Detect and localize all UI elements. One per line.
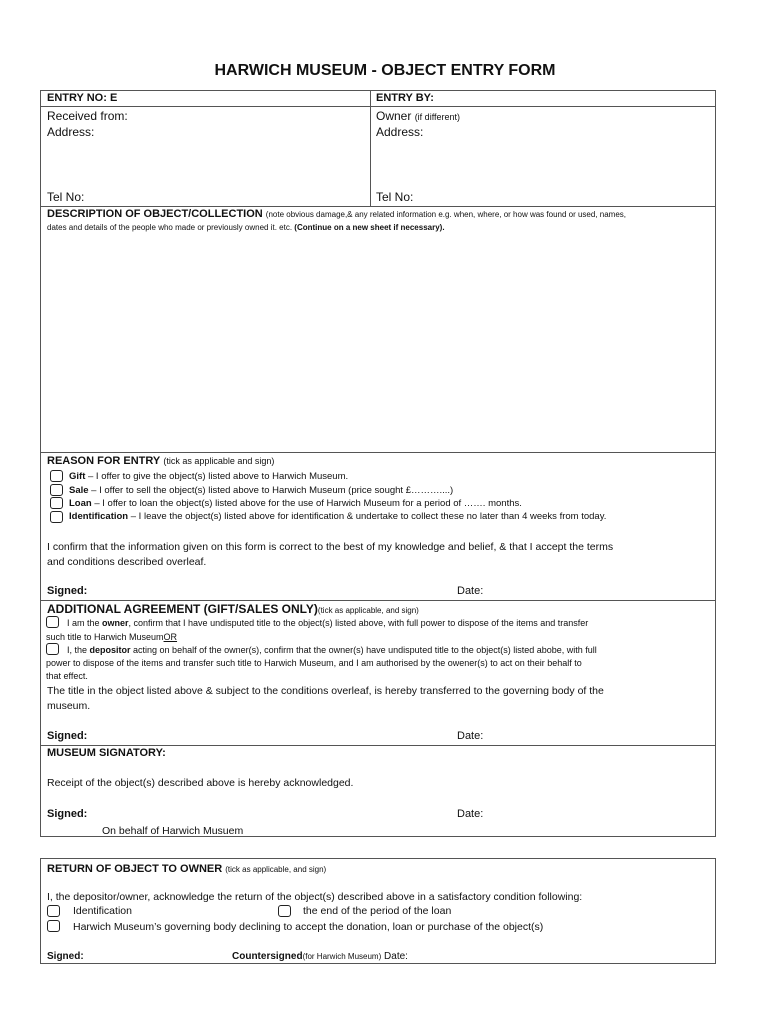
tel-left-field[interactable]: Tel No:	[47, 190, 85, 204]
receipt-text: Receipt of the object(s) described above is hereby acknowledged.	[47, 777, 354, 789]
additional-signed-field[interactable]: Signed:	[47, 730, 88, 742]
owner-option-bold: owner	[102, 618, 129, 628]
entry-by-label: ENTRY BY:	[376, 92, 434, 104]
countersigned-field[interactable]	[232, 951, 408, 962]
reason-heading	[47, 455, 274, 467]
identification-checkbox[interactable]	[50, 511, 63, 523]
return-intro: I, the depositor/owner, acknowledge the return of the object(s) described above in a satisfactory condition following:	[47, 891, 583, 903]
tel-right-field[interactable]: Tel No:	[376, 190, 414, 204]
depositor-option-line2: power to dispose of the items and transfer such title to Harwich Museum, and I am authorised by the owener(s) to act on their behalf to	[46, 658, 582, 668]
owner-option-line2	[46, 632, 177, 642]
gift-label: Gift	[69, 471, 86, 482]
description-note: (note obvious damage,& any related information e.g. when, where, or how was found or used, names,	[265, 210, 627, 219]
description-heading	[47, 208, 626, 220]
return-identification-checkbox[interactable]	[47, 905, 60, 917]
return-signed-field[interactable]: Signed:	[47, 951, 84, 962]
reason-heading-text: REASON FOR ENTRY	[47, 455, 161, 467]
gift-option	[69, 471, 348, 482]
additional-heading-text: ADDITIONAL AGREEMENT (GIFT/SALES ONLY)	[47, 602, 318, 616]
return-end-period-checkbox[interactable]	[278, 905, 291, 917]
identification-text: – I leave the object(s) listed above for identification & undertake to collect these no later than 4 weeks from today.	[128, 511, 607, 522]
countersigned-note: (for Harwich Museum)	[302, 952, 382, 961]
title-transfer-line-2: museum.	[47, 700, 91, 712]
reason-note: (tick as applicable and sign)	[163, 456, 275, 466]
description-heading-text: DESCRIPTION OF OBJECT/COLLECTION	[47, 208, 263, 220]
owner-option-line2-text: such title to Harwich Museum	[46, 632, 164, 642]
return-end-period-label: the end of the period of the loan	[303, 905, 452, 917]
depositor-option-bold: depositor	[89, 645, 131, 655]
depositor-option	[67, 645, 597, 655]
signatory-date-field[interactable]: Date:	[457, 808, 484, 820]
signatory-heading: MUSEUM SIGNATORY:	[47, 747, 166, 759]
depositor-option-post: acting on behalf of the owner(s), confirm that the owner(s) have undisputed title to the object(s) listed abobe, with full	[130, 645, 597, 655]
owner-field[interactable]	[376, 109, 460, 123]
confirm-line-2: and conditions described overleaf.	[47, 556, 207, 568]
description-text-area[interactable]	[42, 236, 714, 450]
return-governing-checkbox[interactable]	[47, 920, 60, 932]
additional-heading	[47, 602, 419, 616]
return-heading	[47, 863, 326, 875]
sale-text: – I offer to sell the object(s) listed above to Harwich Museum (price sought £………....)	[88, 485, 454, 496]
return-note: (tick as applicable, and sign)	[225, 865, 327, 874]
on-behalf-text: On behalf of Harwich Musuem	[102, 825, 244, 837]
additional-note: (tick as applicable, and sign)	[317, 606, 419, 615]
gift-text: – I offer to give the object(s) listed above to Harwich Museum.	[85, 471, 349, 482]
owner-label: Owner	[376, 109, 412, 123]
return-identification-label: Identification	[73, 905, 132, 917]
owner-option-post: , confirm that I have undisputed title to the object(s) listed above, with full power to dispose of the items and transfer	[128, 618, 589, 628]
owner-option-pre: I am the	[67, 618, 103, 628]
title-transfer-line-1: The title in the object listed above & subject to the conditions overleaf, is hereby transferred to the governing body of the	[47, 685, 604, 697]
return-heading-text: RETURN OF OBJECT TO OWNER	[47, 863, 223, 875]
description-note2: dates and details of the people who made or previously owned it. etc.	[47, 223, 293, 232]
entry-no-label: ENTRY NO: E	[47, 92, 118, 104]
sale-checkbox[interactable]	[50, 484, 63, 496]
confirm-line-1: I confirm that the information given on this form is correct to the best of my knowledge and belief, & that I accept the terms	[47, 541, 614, 553]
description-note-bold: (Continue on a new sheet if necessary).	[294, 223, 445, 232]
owner-note: (if different)	[414, 112, 461, 122]
identification-label: Identification	[69, 511, 129, 522]
loan-option	[69, 498, 522, 509]
loan-text: – I offer to loan the object(s) listed above for the use of Harwich Museum for a period of ……. months.	[91, 498, 522, 509]
address-field[interactable]: Address:	[47, 125, 95, 139]
sale-option	[69, 485, 453, 496]
sale-label: Sale	[69, 485, 89, 496]
owner-checkbox[interactable]	[46, 616, 59, 628]
owner-option	[67, 618, 588, 628]
return-date-label: Date:	[384, 951, 408, 962]
owner-address-field[interactable]: Address:	[376, 125, 424, 139]
received-from-field[interactable]: Received from:	[47, 109, 128, 123]
return-governing-label: Harwich Museum’s governing body declining to accept the donation, loan or purchase of the object(s)	[73, 921, 544, 933]
depositor-option-pre: I, the	[67, 645, 90, 655]
depositor-option-line3: that effect.	[46, 671, 88, 681]
signatory-signed-field[interactable]: Signed:	[47, 808, 88, 820]
gift-checkbox[interactable]	[50, 470, 63, 482]
loan-label: Loan	[69, 498, 92, 509]
loan-checkbox[interactable]	[50, 497, 63, 509]
additional-date-field[interactable]: Date:	[457, 730, 484, 742]
identification-option	[69, 511, 606, 522]
page-title: HARWICH MUSEUM - OBJECT ENTRY FORM	[214, 62, 556, 79]
countersigned-label: Countersigned	[232, 951, 303, 962]
depositor-checkbox[interactable]	[46, 643, 59, 655]
or-label: OR	[163, 632, 178, 642]
reason-date-field[interactable]: Date:	[457, 585, 484, 597]
description-note-line2	[47, 223, 445, 232]
reason-signed-field[interactable]: Signed:	[47, 585, 88, 597]
